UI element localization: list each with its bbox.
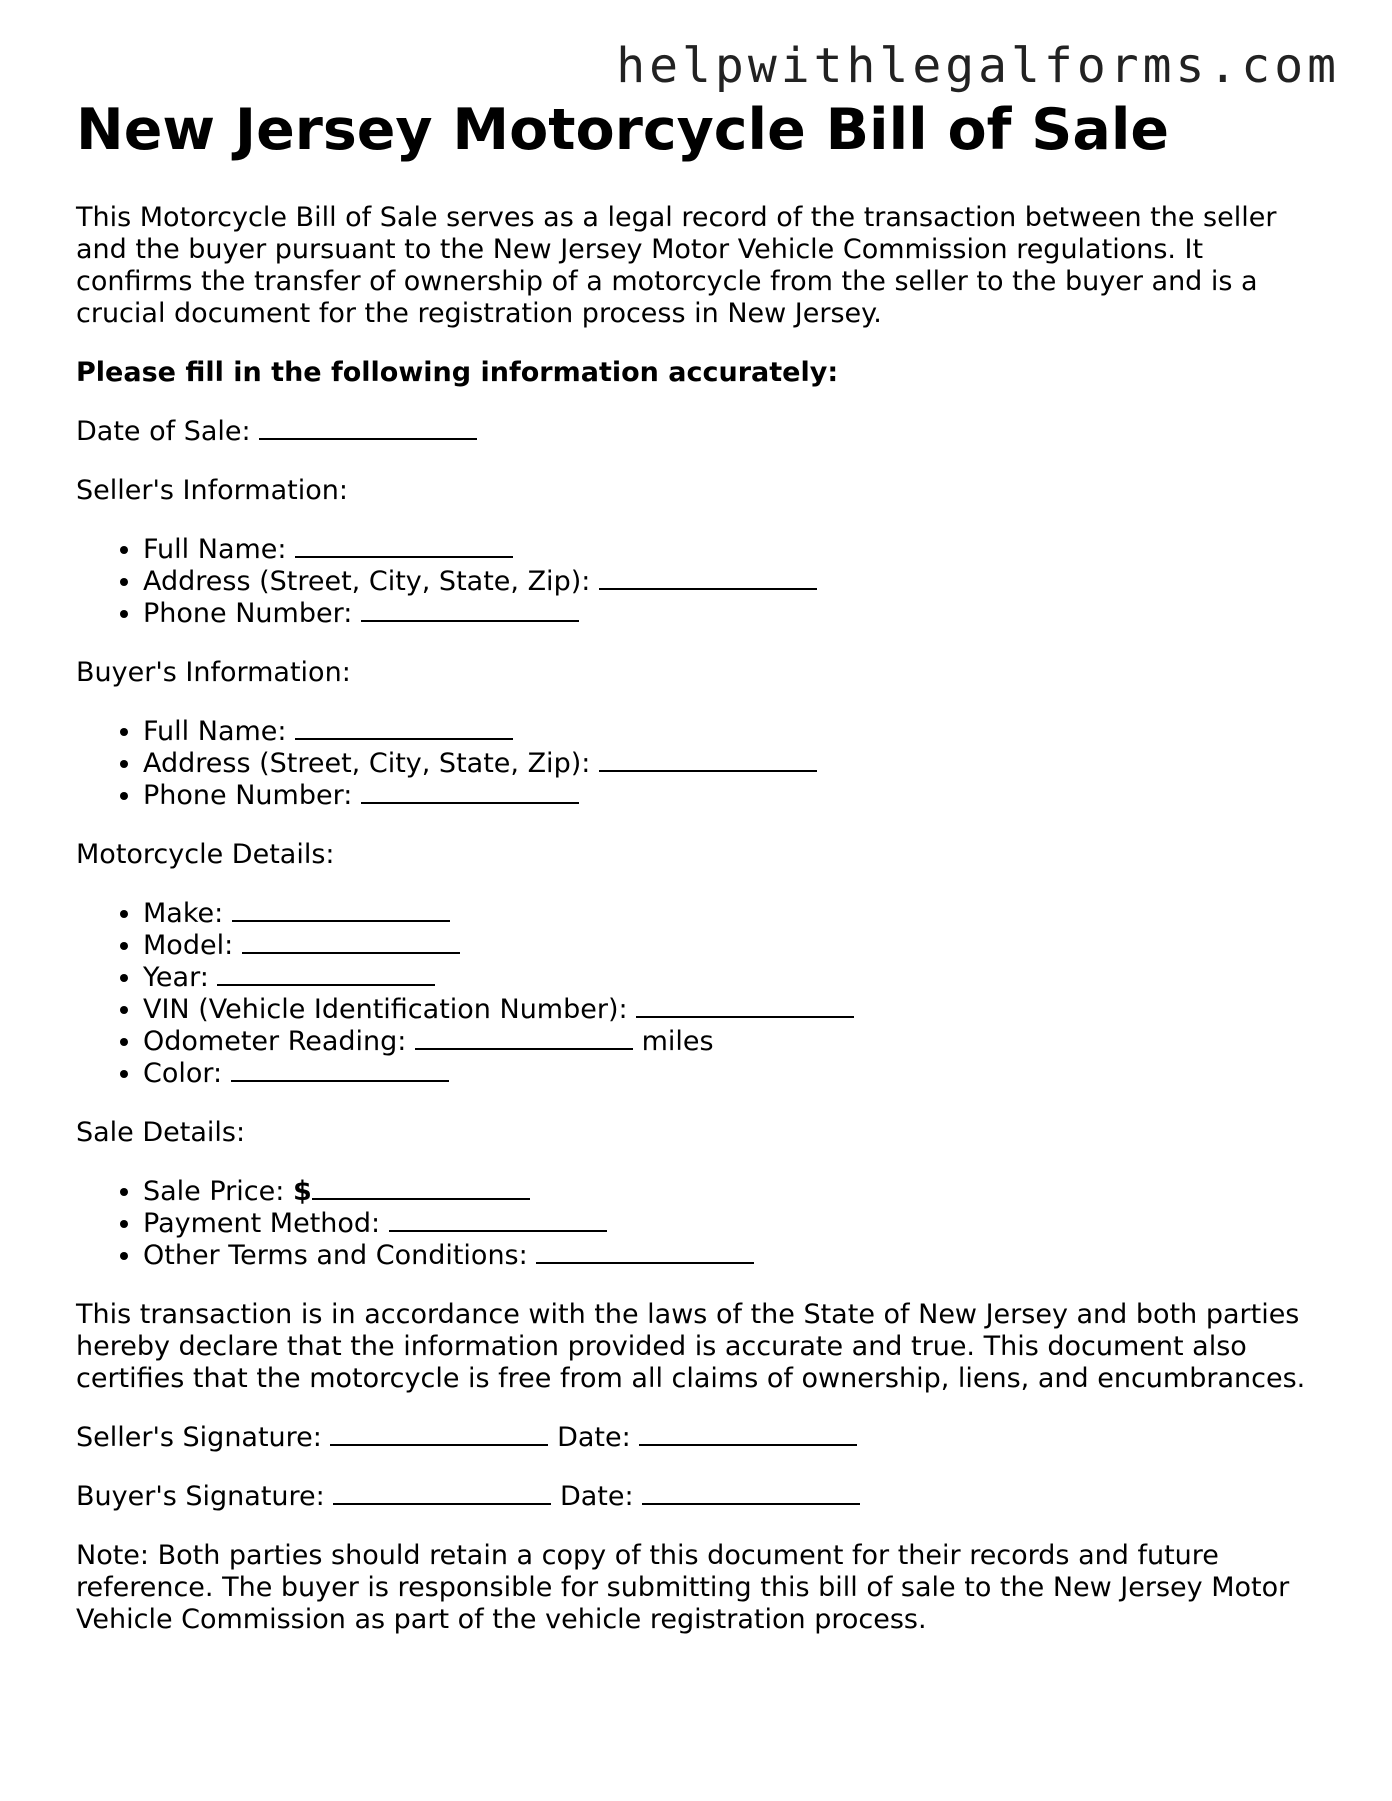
list-item (143, 566, 1326, 598)
list-item (143, 1208, 1326, 1240)
instruction-text: Please fill in the following information accurately: (76, 357, 839, 389)
buyer-heading: Buyer's Information: (76, 657, 351, 689)
seller-full-name-label: Full Name: (143, 534, 287, 566)
seller-phone-label: Phone Number: (143, 598, 353, 630)
motorcycle-heading: Motorcycle Details: (76, 839, 335, 871)
currency-symbol: $ (292, 1176, 312, 1208)
color-label: Color: (143, 1058, 223, 1090)
sale-price-label: Sale Price: (143, 1176, 285, 1208)
list-item (143, 994, 1326, 1026)
declaration-paragraph: This transaction is in accordance with the laws of the State of New Jersey and both parties hereby declare that the information provided is accurate and true. This document also certifies that the motorcycle is free from all claims of ownership, liens, and encumbrances. (76, 1299, 1306, 1395)
buyer-phone-field[interactable] (361, 780, 579, 804)
list-item (143, 930, 1326, 962)
buyer-phone-label: Phone Number: (143, 780, 353, 812)
buyer-full-name-field[interactable] (295, 716, 513, 740)
vin-field[interactable] (636, 994, 854, 1018)
seller-phone-field[interactable] (361, 598, 579, 622)
seller-signature-field[interactable] (330, 1422, 548, 1446)
odometer-field[interactable] (415, 1026, 633, 1050)
buyer-address-label: Address (Street, City, State, Zip): (143, 748, 591, 780)
year-label: Year: (143, 962, 209, 994)
seller-date-label: Date: (557, 1422, 631, 1454)
note-paragraph: Note: Both parties should retain a copy of this document for their records and future reference. The buyer is responsible for submitting this bill of sale to the New Jersey Motor Vehicle Commission as part of the vehicle registration process. (76, 1540, 1290, 1636)
list-item (143, 716, 1326, 748)
list-item (143, 1176, 1326, 1208)
seller-heading: Seller's Information: (76, 475, 348, 507)
list-item (143, 598, 1326, 630)
date-of-sale-label: Date of Sale: (76, 416, 251, 448)
year-field[interactable] (217, 962, 435, 986)
site-watermark: helpwithlegalforms.com (616, 38, 1340, 94)
make-field[interactable] (232, 898, 450, 922)
buyer-signature-label: Buyer's Signature: (76, 1481, 325, 1513)
list-item (143, 748, 1326, 780)
buyer-date-label: Date: (559, 1481, 634, 1513)
list-item (143, 534, 1326, 566)
terms-field[interactable] (536, 1240, 754, 1264)
date-of-sale-field[interactable] (259, 416, 477, 440)
seller-address-field[interactable] (599, 566, 817, 590)
list-item (143, 1240, 1326, 1272)
seller-info-list (76, 534, 1326, 630)
sale-price-field[interactable] (312, 1176, 530, 1200)
buyer-info-list (76, 716, 1326, 812)
odometer-unit: miles (641, 1026, 714, 1058)
intro-paragraph: This Motorcycle Bill of Sale serves as a legal record of the transaction between the seller and the buyer pursuant to the New Jersey Motor Vehicle Commission regulations. It confirms the transfer of ownership of a motorcycle from the seller to the buyer and is a crucial document for the registration process in New Jersey. (76, 202, 1277, 330)
payment-method-field[interactable] (389, 1208, 607, 1232)
sale-details-list (76, 1176, 1326, 1272)
color-field[interactable] (231, 1058, 449, 1082)
vin-label: VIN (Vehicle Identification Number): (143, 994, 628, 1026)
odometer-label: Odometer Reading: (143, 1026, 407, 1058)
model-field[interactable] (242, 930, 460, 954)
seller-full-name-field[interactable] (295, 534, 513, 558)
list-item (143, 898, 1326, 930)
document-page (76, 96, 1326, 1663)
buyer-address-field[interactable] (599, 748, 817, 772)
page-title: New Jersey Motorcycle Bill of Sale (76, 97, 1170, 163)
seller-signature-label: Seller's Signature: (76, 1422, 322, 1454)
payment-method-label: Payment Method: (143, 1208, 381, 1240)
date-of-sale-row (76, 416, 1326, 448)
buyer-signature-field[interactable] (333, 1481, 551, 1505)
list-item (143, 780, 1326, 812)
seller-date-field[interactable] (639, 1422, 857, 1446)
list-item (143, 962, 1326, 994)
seller-signature-row (76, 1422, 1326, 1454)
seller-address-label: Address (Street, City, State, Zip): (143, 566, 591, 598)
terms-label: Other Terms and Conditions: (143, 1240, 528, 1272)
buyer-full-name-label: Full Name: (143, 716, 287, 748)
list-item (143, 1058, 1326, 1090)
list-item (143, 1026, 1326, 1058)
buyer-signature-row (76, 1481, 1326, 1513)
buyer-date-field[interactable] (642, 1481, 860, 1505)
model-label: Model: (143, 930, 234, 962)
motorcycle-details-list (76, 898, 1326, 1090)
make-label: Make: (143, 898, 224, 930)
sale-heading: Sale Details: (76, 1117, 246, 1149)
